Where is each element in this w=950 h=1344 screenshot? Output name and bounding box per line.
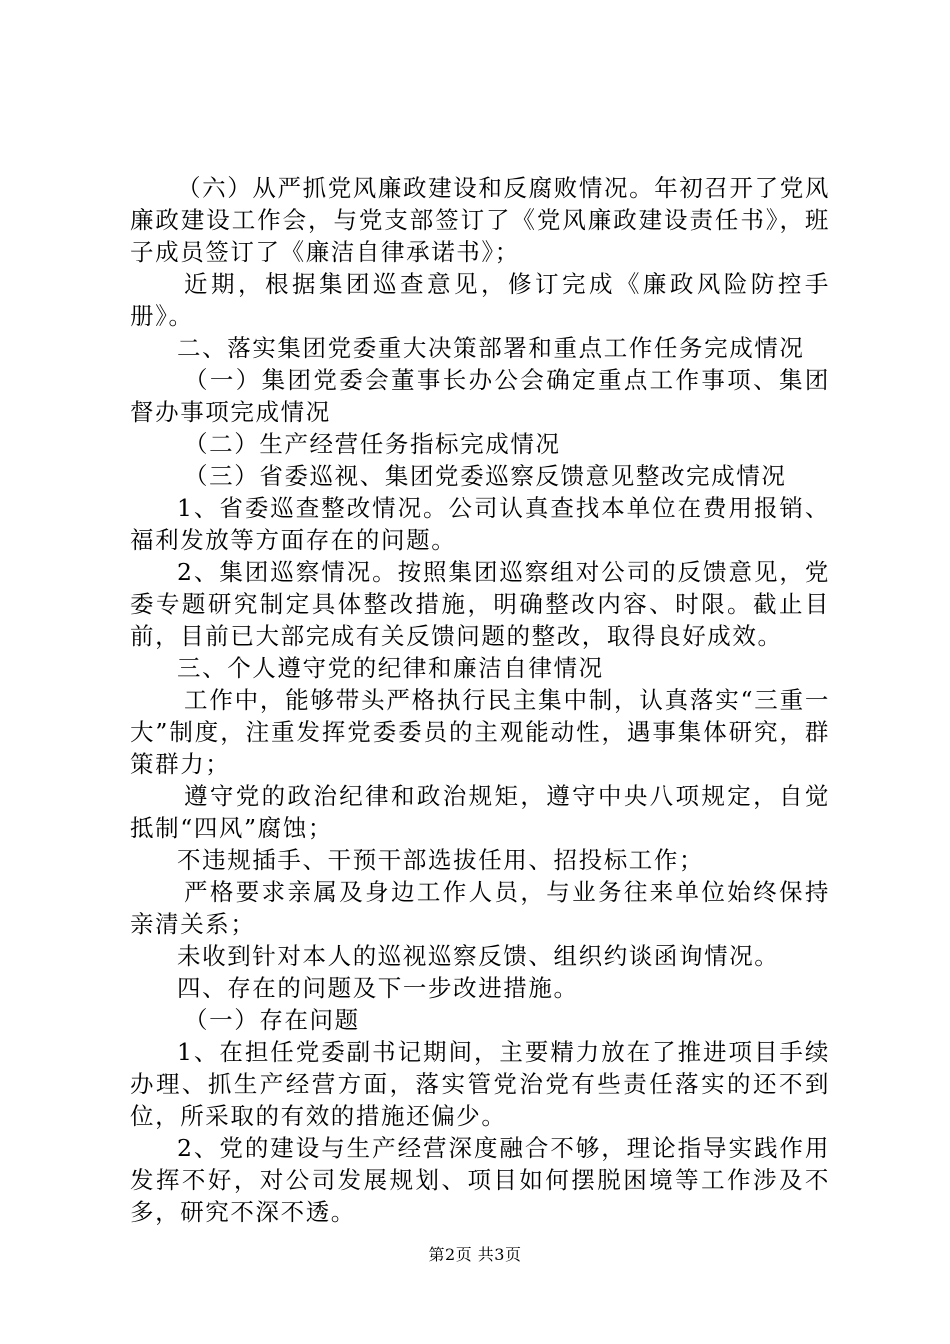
paragraph: （六）从严抓党风廉政建设和反腐败情况。年初召开了党风廉政建设工作会，与党支部签订了《党风廉政建设责任书》，班子成员签订了《廉洁自律承诺书》； (130, 174, 830, 266)
subsection-heading: （一）集团党委会董事长办公会确定重点工作事项、集团督办事项完成情况 (130, 366, 830, 426)
paragraph: 遵守党的政治纪律和政治规矩，遵守中央八项规定，自觉抵制“四风”腐蚀； (130, 782, 830, 842)
subsection-heading: （一）存在问题 (184, 1006, 360, 1034)
paragraph: 未收到针对本人的巡视巡察反馈、组织约谈函询情况。 (177, 942, 780, 970)
subsection-heading: （二）生产经营任务指标完成情况 (184, 430, 561, 458)
section-heading: 二、落实集团党委重大决策部署和重点工作任务完成情况 (177, 334, 805, 362)
paragraph: 2、集团巡察情况。按照集团巡察组对公司的反馈意见，党委专题研究制定具体整改措施，明确整改内容、时限。截止目前，目前已大部完成有关反馈问题的整改，取得良好成效。 (130, 558, 830, 650)
paragraph: 1、省委巡查整改情况。公司认真查找本单位在费用报销、福利发放等方面存在的问题。 (130, 494, 830, 554)
paragraph: 严格要求亲属及身边工作人员，与业务往来单位始终保持亲清关系； (130, 878, 830, 938)
section-heading: 三、个人遵守党的纪律和廉洁自律情况 (177, 654, 604, 682)
paragraph: 1、在担任党委副书记期间，主要精力放在了推进项目手续办理、抓生产经营方面，落实管党治党有些责任落实的还不到位，所采取的有效的措施还偏少。 (130, 1038, 830, 1130)
paragraph: 工作中，能够带头严格执行民主集中制，认真落实“三重一大”制度，注重发挥党委委员的主观能动性，遇事集体研究，群策群力； (130, 686, 830, 778)
paragraph: 近期，根据集团巡查意见，修订完成《廉政风险防控手册》。 (130, 270, 830, 330)
document-body (130, 172, 830, 1228)
subsection-heading: （三）省委巡视、集团党委巡察反馈意见整改完成情况 (184, 462, 787, 490)
section-heading: 四、存在的问题及下一步改进措施。 (177, 974, 579, 1002)
paragraph: 2、党的建设与生产经营深度融合不够，理论指导实践作用发挥不好，对公司发展规划、项目如何摆脱困境等工作涉及不多，研究不深不透。 (130, 1134, 830, 1226)
page-number-footer: 第2页 共3页 (428, 1245, 522, 1264)
paragraph: 不违规插手、干预干部选拔任用、招投标工作； (177, 846, 705, 874)
